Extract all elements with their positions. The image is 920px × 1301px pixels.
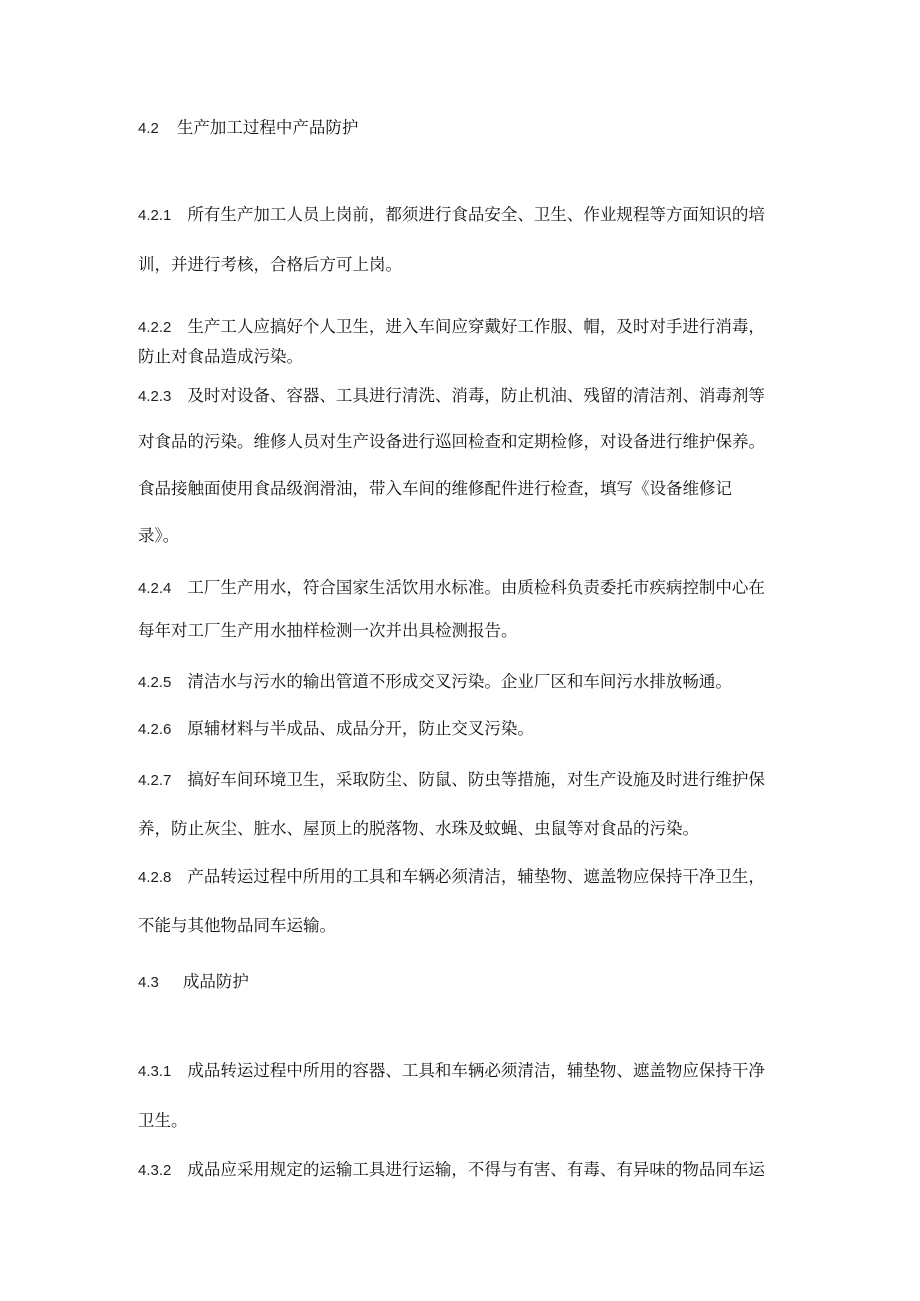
clause-4-2-1 — [138, 193, 798, 286]
clause-text-line: 生产工人应搞好个人卫生，进入车间应穿戴好工作服、帽，及时对手进行消毒， — [187, 317, 765, 336]
section-title: 成品防护 — [182, 972, 249, 991]
section-heading-4-2 — [138, 106, 798, 149]
clause-text-line: 对食品的污染。维修人员对生产设备进行巡回检查和定期检修，对设备进行维护保养。 — [138, 432, 765, 451]
clause-number: 4.2.5 — [138, 674, 172, 691]
clause-text-line: 每年对工厂生产用水抽样检测一次并出具检测报告。 — [138, 621, 518, 640]
clause-4-2-7 — [138, 758, 798, 850]
clause-text-line: 训，并进行考核，合格后方可上岗。 — [138, 255, 402, 274]
clause-text-line: 成品应采用规定的运输工具进行运输，不得与有害、有毒、有异味的物品同车运 — [187, 1160, 765, 1179]
clause-text-line: 养，防止灰尘、脏水、屋顶上的脱落物、水珠及蚊蝇、虫鼠等对食品的污染。 — [138, 819, 699, 838]
clause-text-line: 卫生。 — [138, 1111, 188, 1130]
clause-4-2-4 — [138, 566, 798, 652]
clause-text-line: 成品转运过程中所用的容器、工具和车辆必须清洁，辅垫物、遮盖物应保持干净 — [187, 1061, 765, 1080]
clause-number: 4.2.4 — [138, 580, 172, 597]
clause-text-line: 原辅材料与半成品、成品分开，防止交叉污染。 — [187, 719, 534, 738]
clause-number: 4.3.1 — [138, 1063, 172, 1080]
clause-text-line: 录》。 — [138, 526, 180, 545]
clause-number: 4.3.2 — [138, 1162, 172, 1179]
clause-text-line: 清洁水与污水的输出管道不形成交叉污染。企业厂区和车间污水排放畅通。 — [187, 672, 732, 691]
clause-4-2-2 — [138, 313, 798, 371]
clause-number: 4.2.8 — [138, 869, 172, 886]
clause-4-3-2 — [138, 1148, 798, 1191]
clause-text-line: 搞好车间环境卫生，采取防尘、防鼠、防虫等措施，对生产设施及时进行维护保 — [187, 770, 765, 789]
clause-text-line: 食品接触面使用食品级润滑油，带入车间的维修配件进行检查，填写《设备维修记 — [138, 479, 732, 498]
clause-text-line: 工厂生产用水，符合国家生活饮用水标准。由质检科负责委托市疾病控制中心在 — [187, 578, 765, 597]
section-number: 4.2 — [138, 120, 159, 137]
clause-number: 4.2.2 — [138, 319, 172, 336]
clause-number: 4.2.3 — [138, 388, 172, 405]
clause-4-3-1 — [138, 1049, 798, 1142]
clause-4-2-6 — [138, 707, 798, 750]
section-title: 生产加工过程中产品防护 — [176, 118, 359, 137]
clause-4-2-8 — [138, 855, 798, 947]
section-number: 4.3 — [138, 974, 159, 991]
clause-text-line: 防止对食品造成污染。 — [138, 347, 303, 366]
clause-text-line: 及时对设备、容器、工具进行清洗、消毒，防止机油、残留的清洁剂、消毒剂等 — [187, 386, 765, 405]
clause-number: 4.2.6 — [138, 721, 172, 738]
clause-number: 4.2.1 — [138, 207, 172, 224]
clause-text-line: 不能与其他物品同车运输。 — [138, 916, 336, 935]
clause-text-line: 产品转运过程中所用的工具和车辆必须清洁，辅垫物、遮盖物应保持干净卫生， — [187, 867, 765, 886]
clause-text-line: 所有生产加工人员上岗前，都须进行食品安全、卫生、作业规程等方面知识的培 — [187, 205, 765, 224]
section-heading-4-3 — [138, 960, 798, 1003]
clause-number: 4.2.7 — [138, 772, 172, 789]
clause-4-2-5 — [138, 660, 798, 703]
clause-4-2-3 — [138, 374, 798, 557]
